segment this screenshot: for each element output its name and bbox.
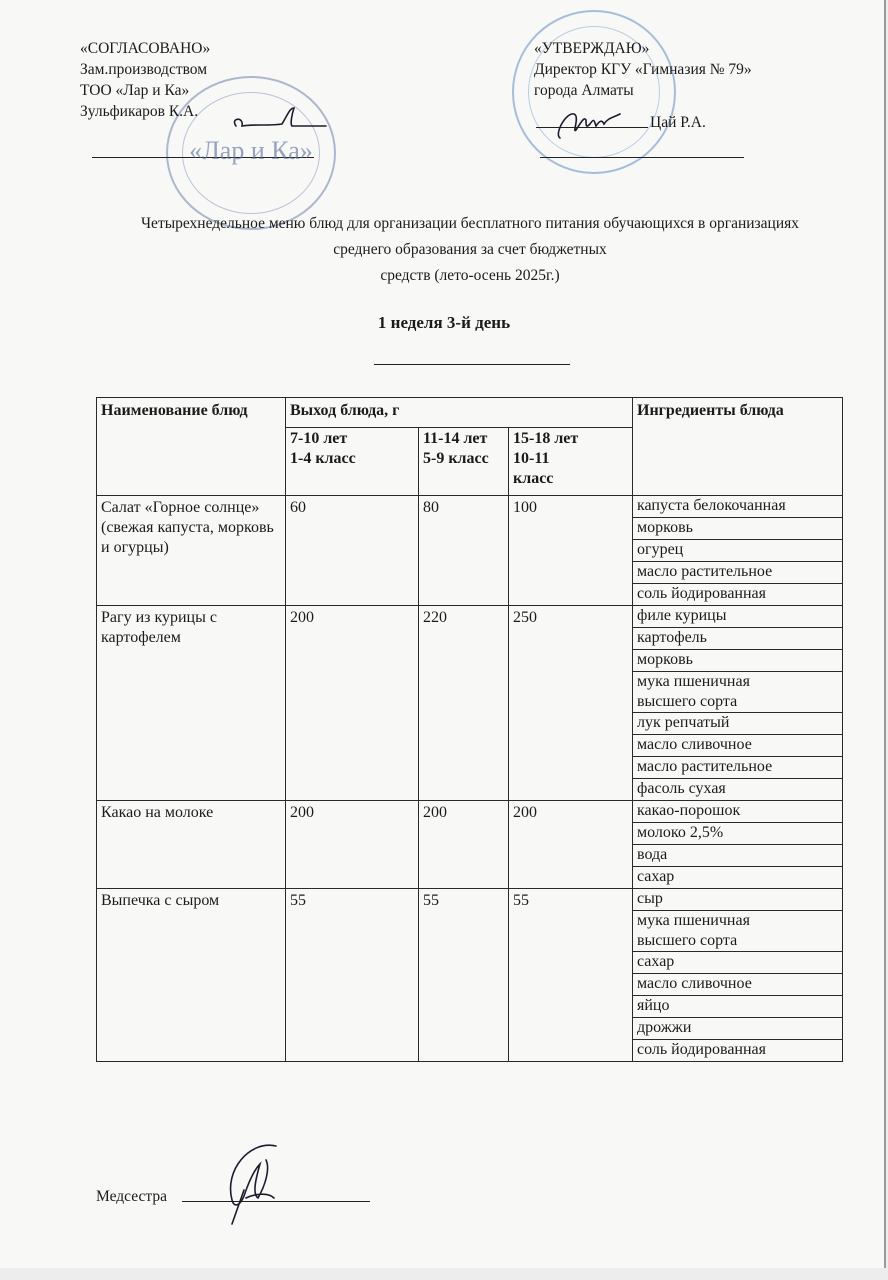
approval-right-heading: «УТВЕРЖДАЮ» xyxy=(534,40,650,57)
header-ingredients: Ингредиенты блюда xyxy=(633,398,843,496)
ingredient-item: филе курицы xyxy=(633,606,843,628)
yield-value: 55 xyxy=(509,889,633,1062)
ingredient-item: масло сливочное xyxy=(633,974,843,996)
ingredient-item: яйцо xyxy=(633,996,843,1018)
yield-value: 200 xyxy=(286,606,419,801)
yield-value: 250 xyxy=(509,606,633,801)
yield-value: 220 xyxy=(419,606,509,801)
yield-value: 200 xyxy=(509,801,633,889)
ingredient-item: капуста белокочанная xyxy=(633,496,843,518)
signature-right-icon xyxy=(550,104,650,144)
ingredient-item: дрожжи xyxy=(633,1018,843,1040)
company-stamp xyxy=(166,76,336,230)
ingredient-item: фасоль сухая xyxy=(633,779,843,801)
ingredient-item: морковь xyxy=(633,518,843,540)
table-row xyxy=(97,889,843,911)
yield-value: 60 xyxy=(286,496,419,606)
title-line-1: Четырехнедельное меню блюд для организации бесплатного питания обучающихся в организациях xyxy=(140,215,800,232)
nurse-label: Медсестра xyxy=(96,1188,167,1205)
ingredient-item: соль йодированная xyxy=(633,584,843,606)
yield-value: 100 xyxy=(509,496,633,606)
menu-table xyxy=(96,397,843,1062)
approval-left-organization: ТОО «Лар и Ка» xyxy=(80,82,190,99)
ingredient-item: картофель xyxy=(633,628,843,650)
header-age-7-10: 7-10 лет 1-4 класс xyxy=(286,428,419,496)
ingredient-item: масло сливочное xyxy=(633,735,843,757)
approval-right-signatory: Цай Р.А. xyxy=(650,114,706,131)
ingredient-item: масло растительное xyxy=(633,757,843,779)
dish-name: Выпечка с сыром xyxy=(97,889,286,1062)
yield-value: 80 xyxy=(419,496,509,606)
yield-value: 55 xyxy=(419,889,509,1062)
approval-right-city: города Алматы xyxy=(534,82,634,99)
ingredient-item: мука пшеничная высшего сорта xyxy=(633,911,843,952)
title-line-3: средств (лето-осень 2025г.) xyxy=(380,267,560,284)
approval-left-signatory: Зульфикаров К.А. xyxy=(80,103,199,120)
approval-left-heading: «СОГЛАСОВАНО» xyxy=(80,40,211,57)
header-age-11-14: 11-14 лет 5-9 класс xyxy=(419,428,509,496)
ingredient-item: сахар xyxy=(633,952,843,974)
approval-right-position: Директор КГУ «Гимназия № 79» xyxy=(534,61,752,78)
table-row xyxy=(97,606,843,628)
ingredient-item: сыр xyxy=(633,889,843,911)
yield-value: 55 xyxy=(286,889,419,1062)
yield-value: 200 xyxy=(419,801,509,889)
document-title xyxy=(80,214,860,286)
ingredient-item: морковь xyxy=(633,650,843,672)
dish-name: Рагу из курицы с картофелем xyxy=(97,606,286,801)
table-row xyxy=(97,496,843,518)
ingredient-item: сахар xyxy=(633,867,843,889)
ingredient-item: масло растительное xyxy=(633,562,843,584)
dish-name: Какао на молоке xyxy=(97,801,286,889)
signature-nurse-icon xyxy=(210,1140,290,1230)
table-row xyxy=(97,801,843,823)
stamp-text: «Лар и Ка» xyxy=(189,136,313,165)
ingredient-item: молоко 2,5% xyxy=(633,823,843,845)
yield-value: 200 xyxy=(286,801,419,889)
signature-left-icon xyxy=(230,104,330,134)
title-line-2: среднего образования за счет бюджетных xyxy=(333,241,607,258)
day-title: 1 неделя 3-й день xyxy=(377,313,511,332)
header-yield: Выход блюда, г xyxy=(286,398,633,428)
ingredient-item: огурец xyxy=(633,540,843,562)
dish-name: Салат «Горное солнце» (свежая капуста, морковь и огурцы) xyxy=(97,496,286,606)
header-age-15-18: 15-18 лет 10-11 класс xyxy=(509,428,633,496)
approval-left-position: Зам.производством xyxy=(80,61,208,78)
ingredient-item: соль йодированная xyxy=(633,1040,843,1062)
scan-background xyxy=(0,1268,888,1280)
ingredient-item: лук репчатый xyxy=(633,713,843,735)
header-dish: Наименование блюд xyxy=(97,398,286,496)
ingredient-item: мука пшеничная высшего сорта xyxy=(633,672,843,713)
menu-table-body xyxy=(97,496,843,1062)
ingredient-item: какао-порошок xyxy=(633,801,843,823)
ingredient-item: вода xyxy=(633,845,843,867)
